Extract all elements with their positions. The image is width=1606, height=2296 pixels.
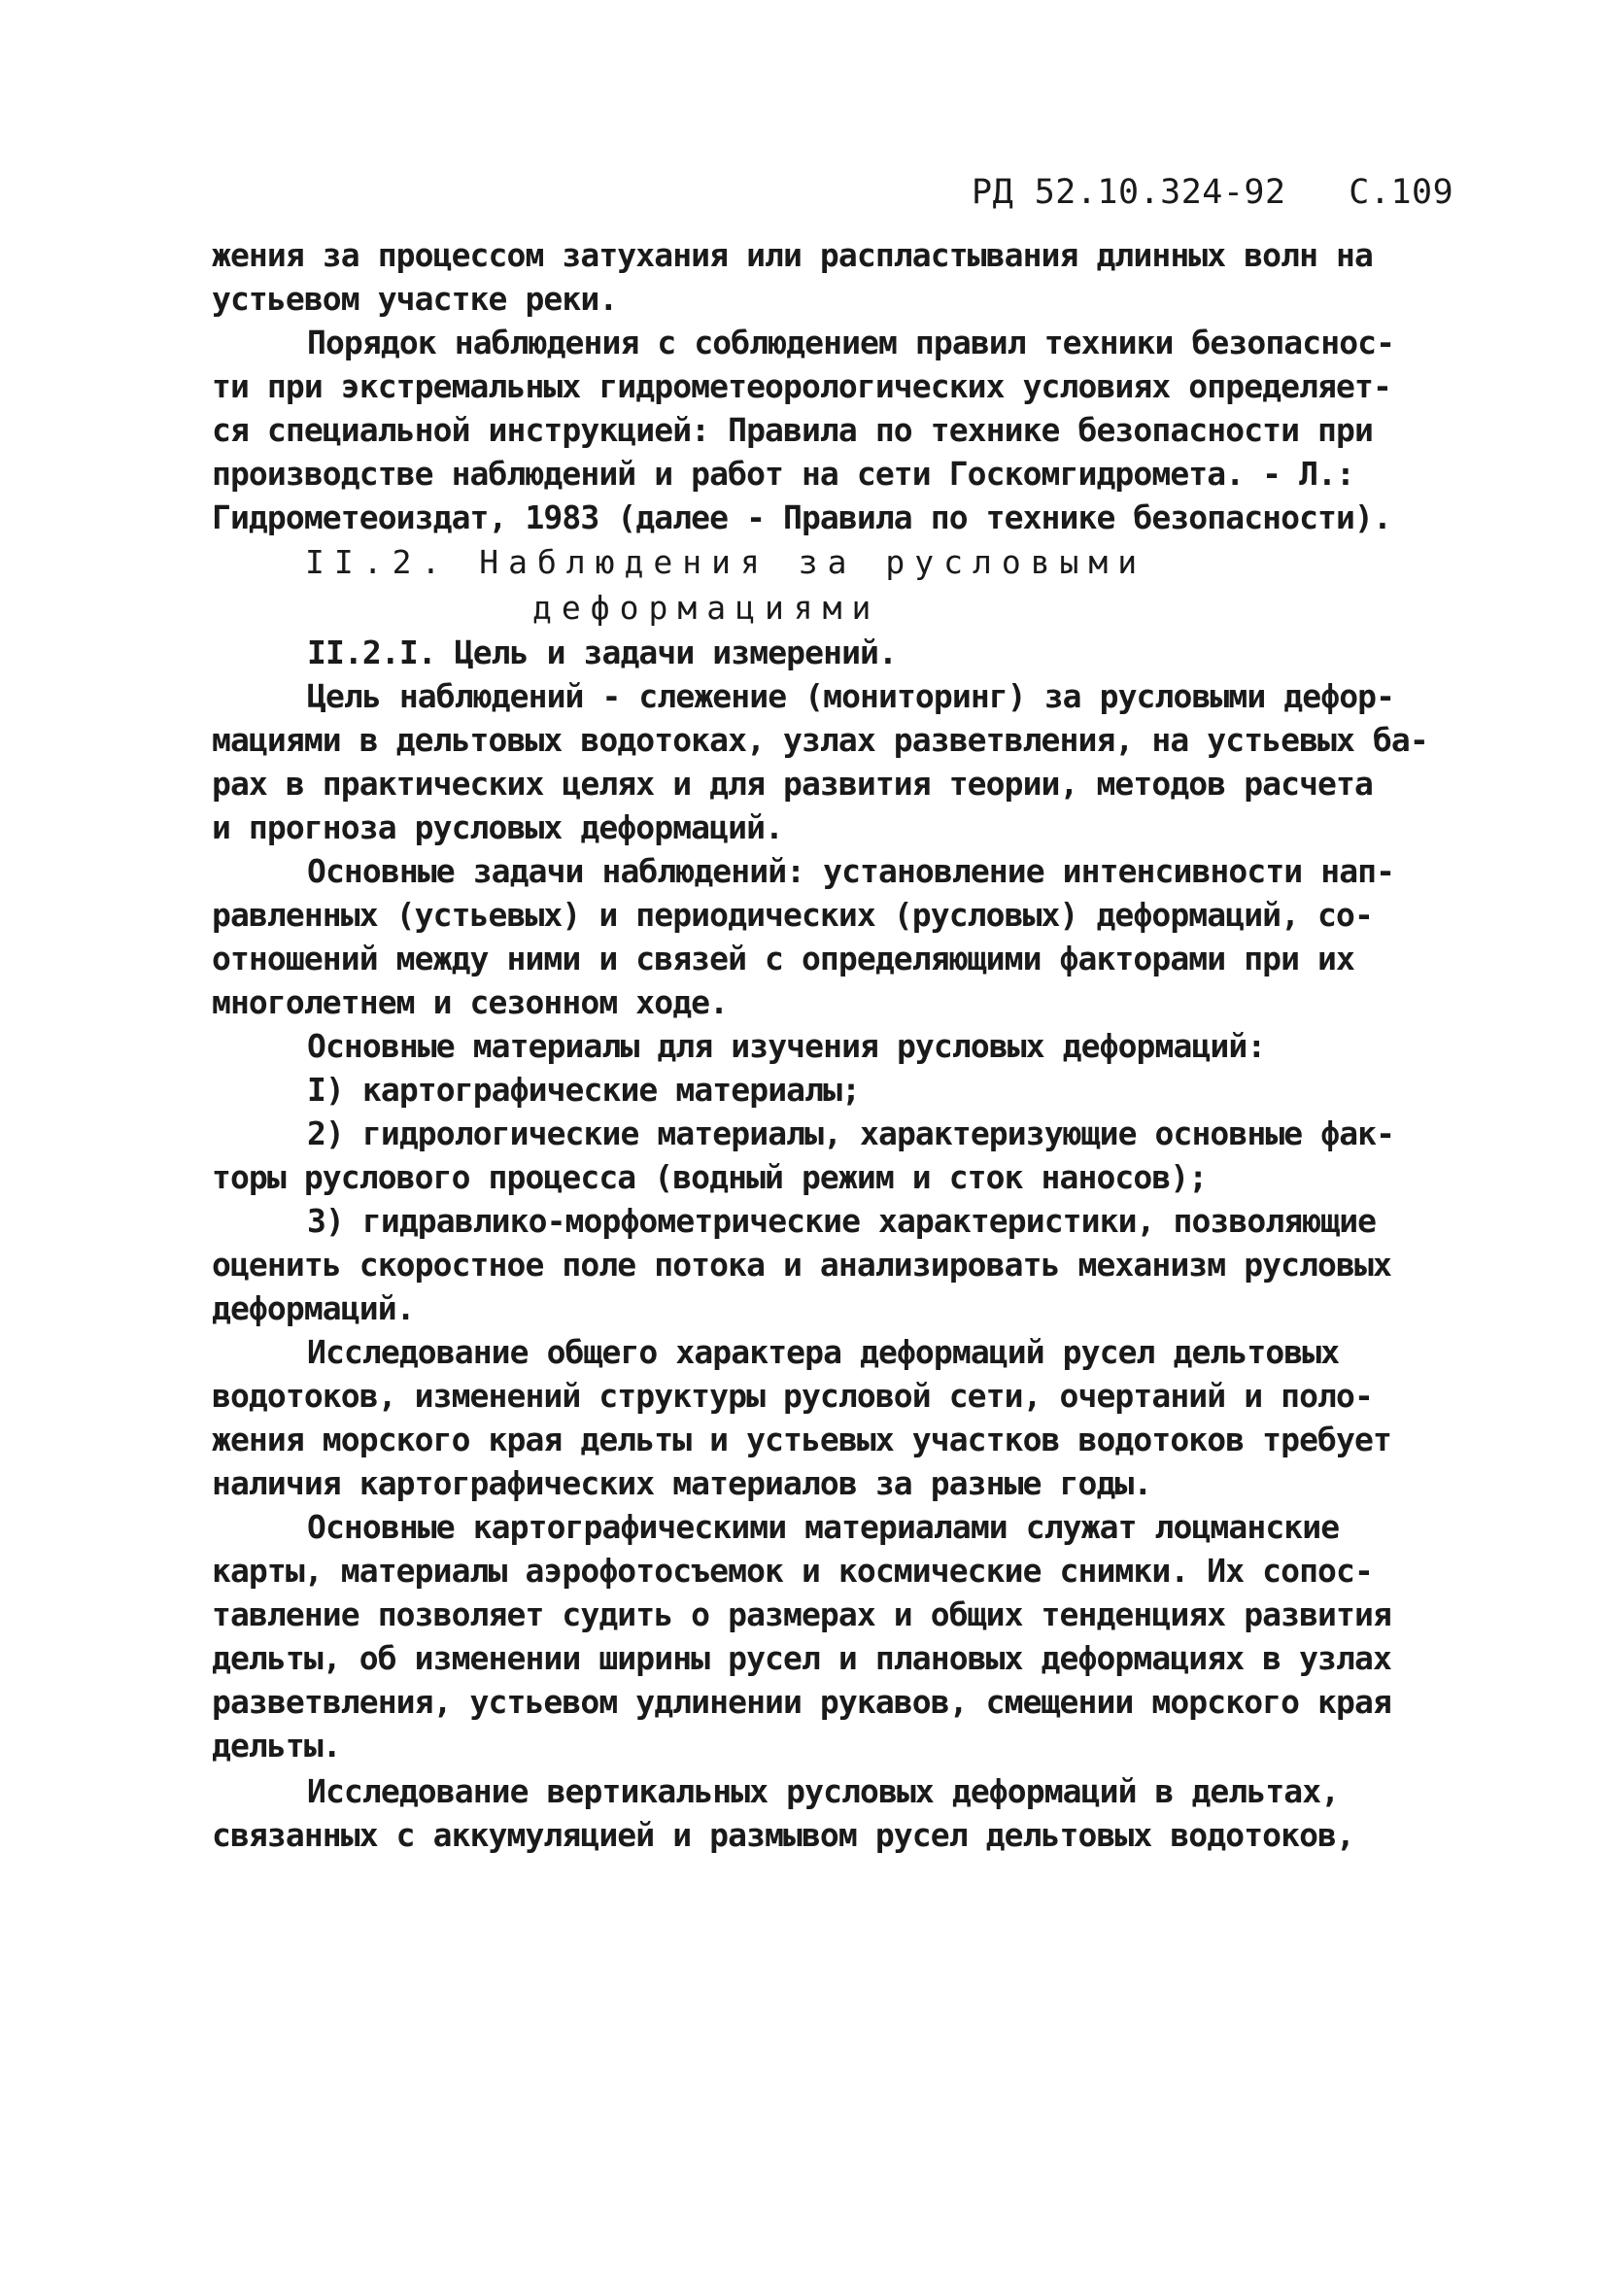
text-line: ти при экстремальных гидрометеорологических условиях определяет- <box>212 367 1391 405</box>
paragraph-start: Основные материалы для изучения русловых деформаций: <box>307 1027 1266 1065</box>
text-line: карты, материалы аэрофотосъемок и космические снимки. Их сопос- <box>212 1552 1373 1590</box>
text-line: устьевом участке реки. <box>212 280 618 318</box>
paragraph-start: Цель наблюдений - слежение (мониторинг) за русловыми дефор- <box>307 677 1395 715</box>
text-line: разветвления, устьевом удлинении рукавов, смещении морского края <box>212 1683 1391 1721</box>
text-line: дельты. <box>212 1727 341 1765</box>
text-line: торы руслового процесса (водный режим и сток наносов); <box>212 1158 1208 1196</box>
document-code: РД 52.10.324-92 <box>972 173 1286 212</box>
text-line: жения за процессом затухания или распластывания длинных волн на <box>212 236 1373 274</box>
text-line: и прогноза русловых деформаций. <box>212 808 783 846</box>
text-line: рах в практических целях и для развития теории, методов расчета <box>212 765 1373 803</box>
paragraph-start: Исследование вертикальных русловых деформаций в дельтах, <box>307 1772 1340 1810</box>
text-line: оценить скоростное поле потока и анализировать механизм русловых <box>212 1246 1391 1284</box>
list-item: 2) гидрологические материалы, характеризующие основные фак- <box>307 1114 1395 1152</box>
text-line: жения морского края дельты и устьевых участков водотоков требует <box>212 1421 1391 1458</box>
page-header <box>972 173 1453 212</box>
text-line: Гидрометеоиздат, 1983 (далее - Правила по технике безопасности). <box>212 498 1391 536</box>
text-line: мациями в дельтовых водотоках, узлах разветвления, на устьевых ба- <box>212 721 1428 759</box>
subsection-heading: II.2.I. Цель и задачи измерений. <box>307 634 897 671</box>
text-line: отношений между ними и связей с определяющими факторами при их <box>212 940 1354 977</box>
text-line: связанных с аккумуляцией и размывом русел дельтовых водотоков, <box>212 1816 1354 1854</box>
text-line: ся специальной инструкцией: Правила по технике безопасности при <box>212 411 1373 449</box>
list-item: 3) гидравлико-морфометрические характеристики, позволяющие <box>307 1202 1377 1240</box>
section-heading-continued: деформациями <box>532 589 881 627</box>
text-line: деформаций. <box>212 1289 415 1327</box>
list-item: I) картографические материалы; <box>307 1071 861 1109</box>
page-number: С.109 <box>1349 173 1454 212</box>
paragraph-start: Основные картографическими материалами служат лоцманские <box>307 1508 1340 1546</box>
text-line: дельты, об изменении ширины русел и плановых деформациях в узлах <box>212 1639 1391 1677</box>
text-line: водотоков, изменений структуры русловой сети, очертаний и поло- <box>212 1377 1373 1415</box>
paragraph-start: Исследование общего характера деформаций русел дельтовых <box>307 1333 1340 1371</box>
section-heading: II.2. Наблюдения за русловыми <box>305 543 1147 581</box>
text-line: равленных (устьевых) и периодических (русловых) деформаций, со- <box>212 896 1373 934</box>
paragraph-start: Основные задачи наблюдений: установление интенсивности нап- <box>307 852 1395 890</box>
text-line: тавление позволяет судить о размерах и общих тенденциях развития <box>212 1595 1391 1633</box>
text-line: наличия картографических материалов за разные годы. <box>212 1464 1152 1502</box>
paragraph-start: Порядок наблюдения с соблюдением правил техники безопаснос- <box>307 324 1395 361</box>
document-body <box>212 233 1441 1857</box>
text-line: производстве наблюдений и работ на сети Госкомгидромета. - Л.: <box>212 455 1354 493</box>
text-line: многолетнем и сезонном ходе. <box>212 983 729 1021</box>
